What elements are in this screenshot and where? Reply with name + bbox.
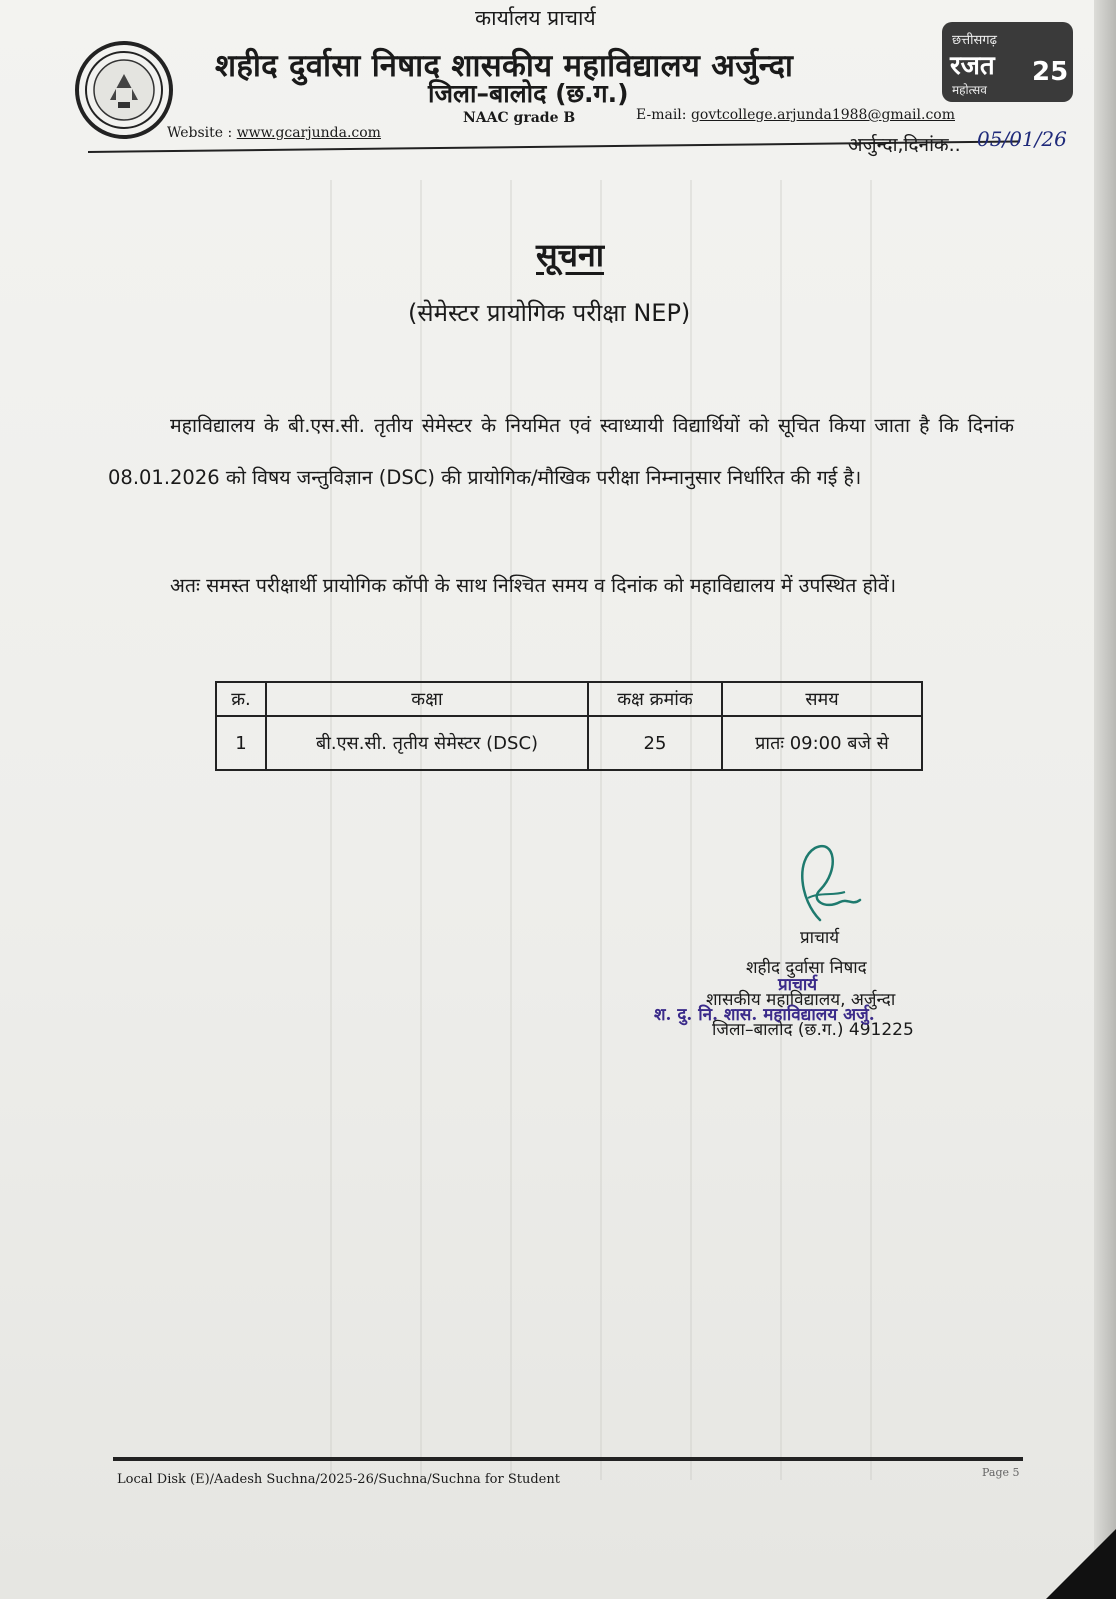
page-edge-shadow	[1094, 0, 1116, 1599]
naac-grade: NAAC grade B	[463, 110, 576, 126]
sign-address: जिला–बालोद (छ.ग.) 491225	[712, 1020, 914, 1040]
college-name: शहीद दुर्वासा निषाद शासकीय महाविद्यालय अर्जुन्दा	[215, 48, 794, 84]
table-row	[216, 716, 922, 770]
district-line: जिला–बालोद (छ.ग.)	[428, 79, 629, 108]
college-emblem-icon	[74, 40, 174, 140]
table-header-row	[216, 682, 922, 716]
website-link[interactable]: www.gcarjunda.com	[236, 125, 381, 141]
header-room: कक्ष क्रमांक	[588, 682, 722, 716]
bleed-line	[600, 180, 602, 1480]
principal-signature	[790, 840, 870, 930]
svg-text:छत्तीसगढ़: छत्तीसगढ़	[952, 33, 997, 48]
seal-college: श. दु. नि. शास. महाविद्यालय अर्जु.	[654, 1005, 875, 1025]
place-date: अर्जुन्दा,दिनांक..	[848, 134, 961, 156]
sign-college-line1: शहीद दुर्वासा निषाद	[746, 958, 867, 978]
schedule-table	[215, 681, 923, 771]
email-label: E-mail:	[636, 107, 687, 123]
website-label: Website :	[167, 125, 233, 141]
svg-text:25: 25	[1032, 57, 1069, 87]
office-heading: कार्यालय प्राचार्य	[475, 6, 596, 30]
header-serial: क्र.	[216, 682, 266, 716]
handwritten-date: 05/01/26	[977, 127, 1067, 151]
page-number: Page 5	[982, 1466, 1020, 1479]
header-time: समय	[722, 682, 922, 716]
svg-text:महोत्सव: महोत्सव	[952, 83, 987, 97]
notice-title: सूचना	[536, 236, 605, 274]
website-line	[167, 125, 381, 141]
header-class: कक्षा	[266, 682, 588, 716]
notice-subtitle: (सेमेस्टर प्रायोगिक परीक्षा NEP)	[408, 299, 691, 327]
notice-paragraph-1: महाविद्यालय के बी.एस.सी. तृतीय सेमेस्टर के नियमित एवं स्वाध्यायी विद्यार्थियों को सूचित किया जाता है कि दिनांक 08.01.2026 को विषय जन्तुविज्ञान (DSC) की प्रायोगिक/मौखिक परीक्षा निम्नानुसार निर्धारित की गई है।	[108, 414, 1014, 489]
email-line	[636, 107, 955, 123]
bleed-line	[870, 180, 872, 1480]
cell-room: 25	[588, 716, 722, 770]
seal-designation: प्राचार्य	[778, 975, 818, 995]
cell-class: बी.एस.सी. तृतीय सेमेस्टर (DSC)	[266, 716, 588, 770]
notice-paragraph-2: अतः समस्त परीक्षार्थी प्रायोगिक कॉपी के साथ निश्चित समय व दिनांक को महाविद्यालय में उपस्थित होवें।	[170, 574, 897, 597]
rajat-mahotsav-logo	[940, 20, 1075, 104]
cell-serial: 1	[216, 716, 266, 770]
footer-file-path: Local Disk (E)/Aadesh Suchna/2025-26/Suchna/Suchna for Student	[117, 1472, 560, 1487]
bleed-line	[420, 180, 422, 1480]
cell-time: प्रातः 09:00 बजे से	[722, 716, 922, 770]
sign-college-line2: शासकीय महाविद्यालय, अर्जुन्दा	[706, 990, 896, 1010]
bleed-line	[780, 180, 782, 1480]
bleed-line	[510, 180, 512, 1480]
bleed-line	[330, 180, 332, 1480]
bleed-line	[690, 180, 692, 1480]
footer-divider	[113, 1457, 1023, 1461]
sign-designation: प्राचार्य	[800, 928, 840, 948]
svg-text:रजत: रजत	[950, 51, 995, 81]
photo-corner-shadow	[1046, 1529, 1116, 1599]
email-link[interactable]: govtcollege.arjunda1988@gmail.com	[690, 107, 955, 123]
